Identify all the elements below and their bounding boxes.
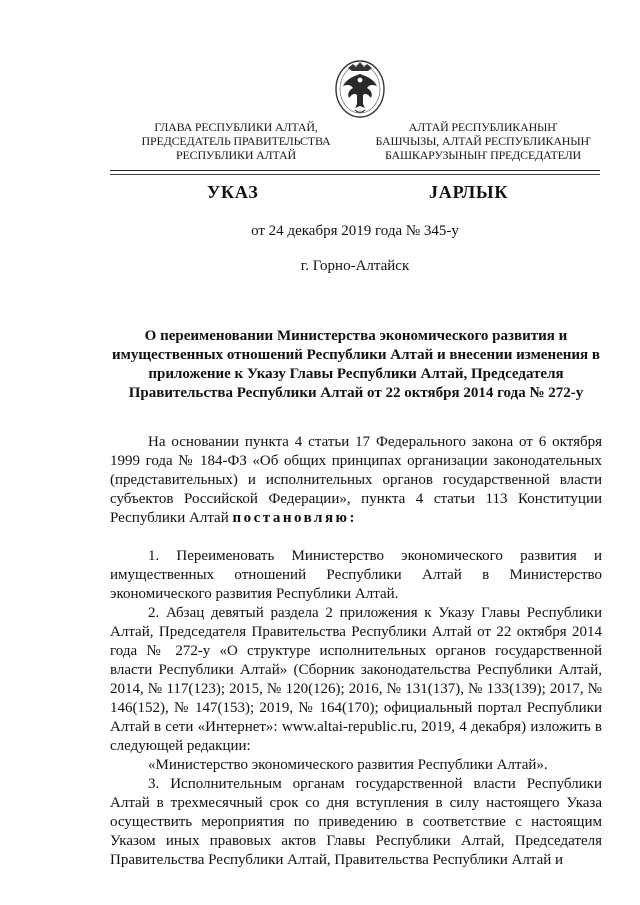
header-left-line: РЕСПУБЛИКИ АЛТАЙ xyxy=(176,148,296,162)
header-left-line: ПРЕДСЕДАТЕЛЬ ПРАВИТЕЛЬСТВА xyxy=(141,134,331,148)
preamble-paragraph xyxy=(110,433,602,528)
doc-type-ru: УКАЗ xyxy=(207,182,259,202)
coat-of-arms-emblem xyxy=(333,58,387,120)
document-body xyxy=(110,433,602,870)
item-paragraph: «Министерство экономического развития Республики Алтай». xyxy=(148,757,548,773)
preamble-keyword: постановляю: xyxy=(232,510,358,526)
header-divider-thick xyxy=(110,170,600,171)
doc-type-alt: JАРЛЫК xyxy=(429,182,509,202)
header-left-line: ГЛАВА РЕСПУБЛИКИ АЛТАЙ, xyxy=(154,120,318,134)
header-divider-thin xyxy=(110,174,600,175)
header-right-line: БАШКАРУЗЫНЫҤ ПРЕДСЕДАТЕЛИ xyxy=(385,148,581,162)
preamble-text: На основании пункта 4 статьи 17 Федерального закона от 6 октября 1999 года № 184-ФЗ «Об общих принципах организации законодательных (представительных) и исполнительных органов государственной власти субъектов Российской Федерации», пункта 4 статьи 113 Конституции Республики Алтай xyxy=(110,434,602,526)
document-subject: О переименовании Министерства экономического развития и имущественных отношений Республики Алтай и внесении изменения в приложение к Указу Главы Республики Алтай, Председателя Правительства Республики Алтай от 22 октября 2014 года № 272-у xyxy=(111,328,601,401)
header-right-line: БАШЧЫЗЫ, АЛТАЙ РЕСПУБЛИКАНЫҤ xyxy=(375,134,591,148)
item-paragraph: 3. Исполнительным органам государственной власти Республики Алтай в трехмесячный срок со дня вступления в силу настоящего Указа осуществить мероприятия по приведению в соответствие с настоящим Указом иных правовых актов Главы Республики Алтай, Председателя Правительства Республики Алтай, Правительства Республики Алтай и xyxy=(110,776,602,868)
city-line: г. Горно-Алтайск xyxy=(300,258,410,274)
item-paragraph: 1. Переименовать Министерство экономического развития и имущественных отношений Республики Алтай в Министерство экономического развития Республики Алтай. xyxy=(110,548,602,602)
date-line: от 24 декабря 2019 года № 345-у xyxy=(251,223,459,239)
header-right-line: АЛТАЙ РЕСПУБЛИКАНЫҤ xyxy=(408,120,558,134)
header-right xyxy=(368,120,598,162)
item-paragraph: 2. Абзац девятый раздела 2 приложения к Указу Главы Республики Алтай, Председателя Правительства Республики Алтай от 22 октября 2014 года № 272-у «О структуре исполнительных органов государственной власти Республики Алтай» (Сборник законодательства Республики Алтай, 2014, № 117(123); 2015, № 120(126); 2016, № 131(137), № 133(139); 2017, № 146(152), № 147(153); 2019, № 164(170); официальный портал Республики Алтай в сети «Интернет»: www.altai-republic.ru, 2019, 4 декабря) изложить в следующей редакции: xyxy=(110,605,602,754)
header-left xyxy=(120,120,352,162)
